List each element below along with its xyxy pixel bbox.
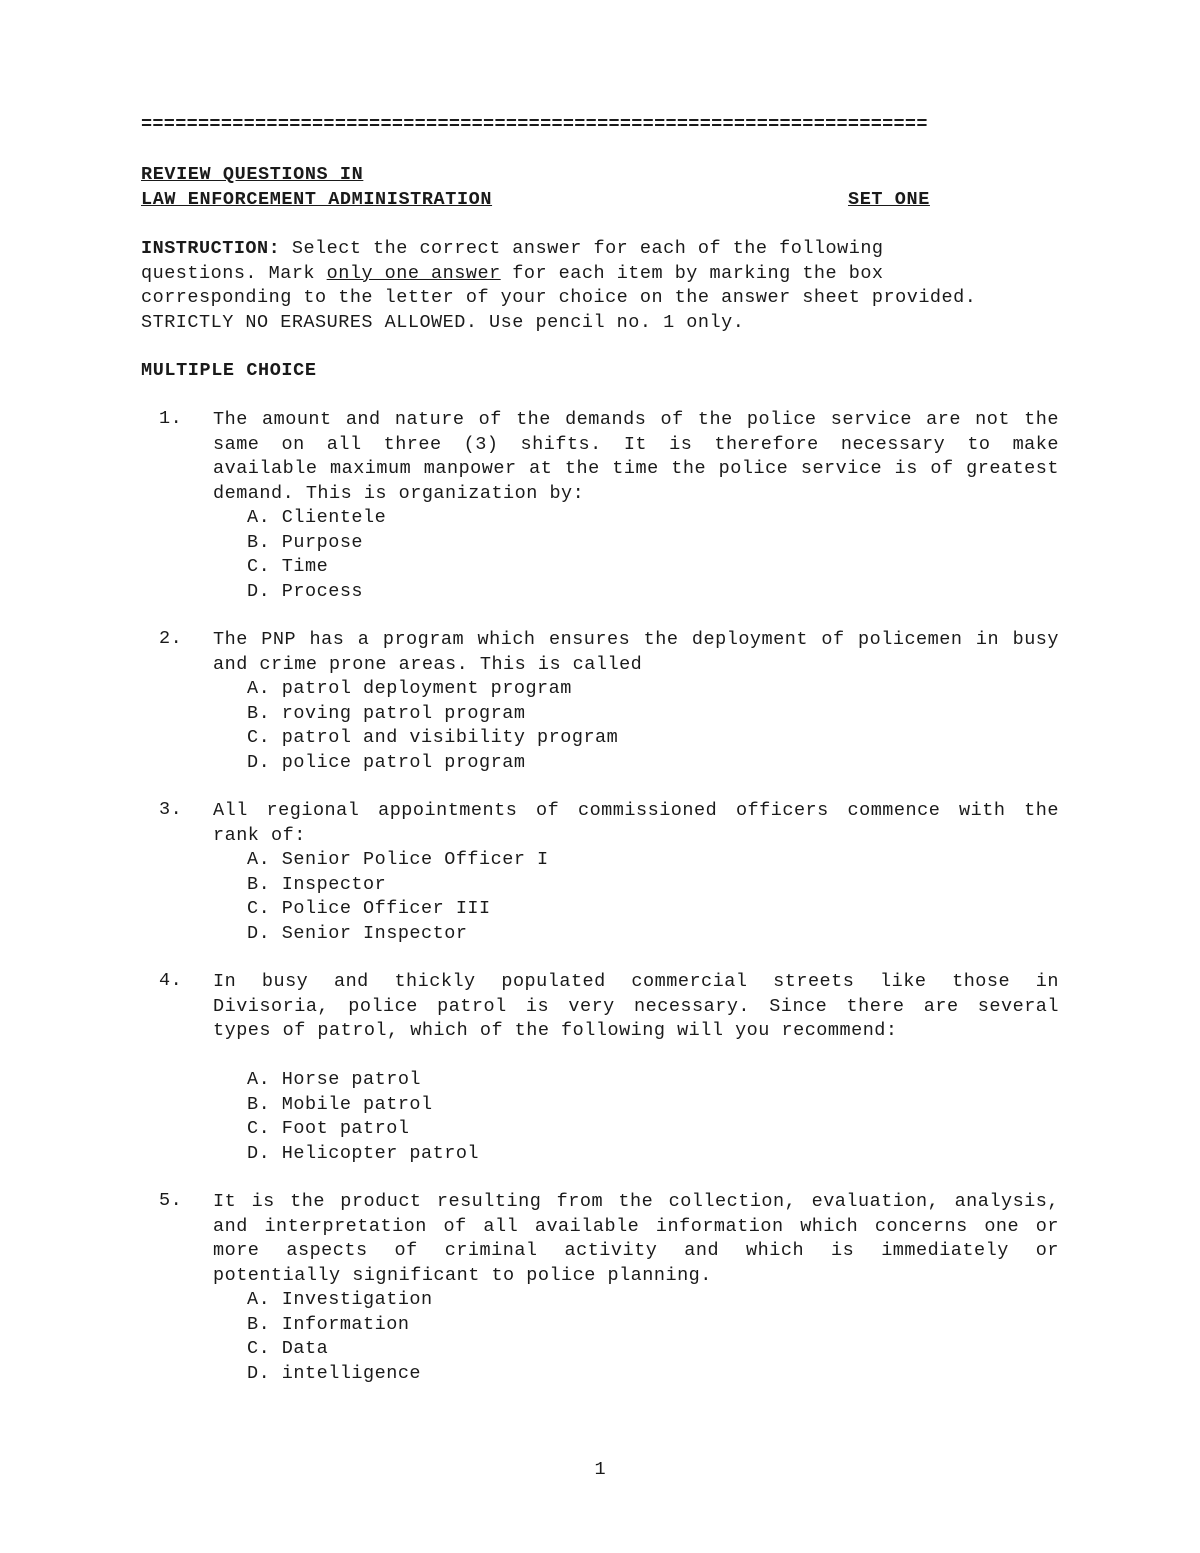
choice-c: C. Foot patrol [247,1118,410,1140]
title-line-2: LAW ENFORCEMENT ADMINISTRATION [141,189,493,210]
question-text: It is the product resulting from the collection, evaluation, analysis, and interpretation of all available information which concerns one or more aspects of criminal activity and which is immediately or potentially significant to police planning. [213,1191,1059,1286]
question-text: The amount and nature of the demands of the police service are not the same on all three (3) shifts. It is therefore necessary to make available maximum manpower at the time the police service is of greatest demand. This is organization by: [213,409,1059,504]
question-number: 1. [159,408,183,429]
choice-list [247,848,549,946]
choice-b: B. roving patrol program [247,702,526,724]
section-title: MULTIPLE CHOICE [141,360,317,381]
instruction-text-before: Select the correct answer for each of the following questions. Mark [141,238,884,284]
choice-a: A. patrol deployment program [247,678,572,699]
choice-d: D. police patrol program [247,751,526,773]
choice-list [247,1068,479,1166]
choice-b: B. Mobile patrol [247,1093,433,1115]
question-number: 5. [159,1190,183,1211]
page-number: 1 [594,1459,606,1480]
choice-list [247,1288,433,1386]
choice-c: C. Time [247,556,329,578]
instruction-lead: INSTRUCTION: [141,238,281,259]
question-number: 4. [159,970,183,991]
choice-b: B. Inspector [247,873,387,895]
choice-c: C. patrol and visibility program [247,727,619,749]
choice-d: D. intelligence [247,1362,422,1384]
choice-b: B. Purpose [247,531,364,553]
header-rule: ===================================================================== [141,114,928,135]
choice-d: D. Helicopter patrol [247,1142,480,1164]
choice-list [247,506,386,604]
instruction-underlined: only one answer [326,262,501,284]
choice-a: A. Horse patrol [247,1069,422,1090]
choice-d: D. Process [247,580,364,602]
question-text: The PNP has a program which ensures the deployment of policemen in busy and crime prone areas. This is called [213,629,1059,675]
question-number: 3. [159,799,183,820]
instruction-paragraph [141,237,1001,335]
choice-a: A. Senior Police Officer I [247,849,549,870]
choice-c: C. Police Officer III [247,898,491,920]
choice-c: C. Data [247,1338,329,1360]
title-line-1: REVIEW QUESTIONS IN [141,164,364,185]
choice-list [247,677,618,775]
choice-a: A. Investigation [247,1289,433,1310]
question-text: All regional appointments of commissioned officers commence with the rank of: [213,800,1059,846]
instruction-text-after: for each item by marking the box corresponding to the letter of your choice on the answer sheet provided. STRICTLY NO ERASURES ALLOWED. Use pencil no. 1 only. [141,262,977,333]
choice-a: A. Clientele [247,507,387,528]
choice-d: D. Senior Inspector [247,922,468,944]
question-text: In busy and thickly populated commercial streets like those in Divisoria, police patrol is very necessary. Since there are several types of patrol, which of the following will you recommend: [213,971,1059,1042]
question-number: 2. [159,628,183,649]
set-label: SET ONE [848,189,930,210]
choice-b: B. Information [247,1313,410,1335]
